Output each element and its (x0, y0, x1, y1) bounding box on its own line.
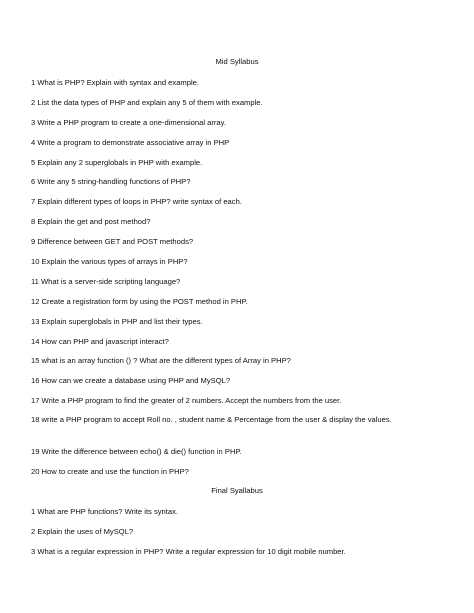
final-question-1: 1 What are PHP functions? Write its syntax. (31, 507, 179, 516)
final-question-2: 2 Explain the uses of MySQL? (31, 527, 134, 536)
mid-question-5: 5 Explain any 2 superglobals in PHP with example. (31, 158, 203, 167)
mid-question-18: 18 write a PHP program to accept Roll no. , student name & Percentage from the user & display the values. (31, 415, 392, 424)
final-question-3: 3 What is a regular expression in PHP? Write a regular expression for 10 digit mobile number. (31, 547, 346, 556)
mid-question-19: 19 Write the difference between echo() & die() function in PHP. (31, 447, 242, 456)
mid-question-12: 12 Create a registration form by using the POST method in PHP. (31, 297, 248, 306)
mid-question-9: 9 Difference between GET and POST methods? (31, 237, 194, 246)
mid-question-17: 17 Write a PHP program to find the greater of 2 numbers. Accept the numbers from the user. (31, 396, 342, 405)
mid-question-16: 16 How can we create a database using PHP and MySQL? (31, 376, 231, 385)
mid-question-10: 10 Explain the various types of arrays in PHP? (31, 257, 188, 266)
final-syllabus-heading: Final Syallabus (211, 486, 263, 495)
mid-syllabus-heading: Mid Syllabus (215, 57, 259, 66)
mid-question-1: 1 What is PHP? Explain with syntax and example. (31, 78, 199, 87)
mid-question-2: 2 List the data types of PHP and explain any 5 of them with example. (31, 98, 263, 107)
mid-question-11: 11 What is a server-side scripting language? (31, 277, 181, 286)
mid-question-13: 13 Explain superglobals in PHP and list their types. (31, 317, 203, 326)
mid-question-6: 6 Write any 5 string-handling functions of PHP? (31, 177, 191, 186)
mid-question-15: 15 what is an array function () ? What are the different types of Array in PHP? (31, 356, 291, 365)
mid-question-7: 7 Explain different types of loops in PHP? write syntax of each. (31, 197, 242, 206)
mid-question-14: 14 How can PHP and javascript interact? (31, 337, 169, 346)
mid-question-3: 3 Write a PHP program to create a one-dimensional array. (31, 118, 226, 127)
mid-question-20: 20 How to create and use the function in PHP? (31, 467, 189, 476)
mid-question-8: 8 Explain the get and post method? (31, 217, 151, 226)
mid-question-4: 4 Write a program to demonstrate associative array in PHP (31, 138, 230, 147)
